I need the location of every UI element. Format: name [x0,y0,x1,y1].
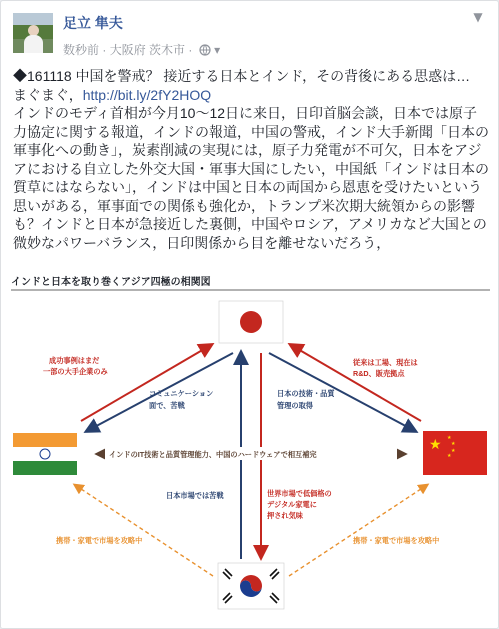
japan-flag [219,301,283,343]
diagram-title: インドと日本を取り巻くアジア四極の相関図 [11,277,211,288]
korea-flag [218,563,284,609]
post-line-2-prefix: まぐまぐ， [13,86,83,103]
post-text [13,67,491,252]
svg-text:★: ★ [451,441,456,447]
post-options-chevron-icon[interactable]: ▼ [473,10,483,24]
timestamp[interactable]: 数秒前 [63,43,100,57]
globe-icon[interactable] [199,44,211,59]
post-image[interactable] [1,271,499,629]
label-world-2: デジタル家電に [267,500,317,509]
india-flag [13,433,77,475]
post-body: インドのモディ首相が今月10～12日に来日，日印首脳会談，日本では原子力協定に関する報道，インドの報道，中国の警戒，インド大手新聞「日本の軍事化への動き」，炭素削減の実現には，原子力発電が不可欠，日本をアジアにおける自立した外交大国・軍事大国にしたい，中国紙「インドは日本の質草にはならない」，インドは中国と日本の両国から恩恵を受けたいという思いがある，軍事面での関係も強化か，トランプ米次期大統領からの影響も？インドと日本が急接近した裏側，中国やロシア，アメリカなど大国との微妙なパワーバランス，日印関係から目を離せないだろう， [13,105,489,251]
label-japan-market: 日本市場では苦戦 [166,491,224,500]
svg-text:★: ★ [447,435,452,441]
label-tech-2: 管理の取得 [277,401,313,410]
label-india-china: インドのIT技術と品質管理能力、中国のハードウェアで相互補完 [109,450,317,459]
label-korea-left: 携帯・家電で市場を攻略中 [56,536,143,545]
author-name[interactable]: 足立 隼夫 [63,15,123,31]
location-link[interactable]: 大阪府 茨木市 [109,43,186,57]
svg-text:★: ★ [447,453,452,459]
svg-text:★: ★ [429,437,442,453]
meta-separator: · [102,43,110,57]
avatar[interactable] [13,13,53,53]
post-link[interactable]: http://bit.ly/2fY2HOQ [82,86,212,103]
label-india-japan-2: 一部の大手企業のみ [43,367,108,376]
label-china-japan-2: R&D、販売拠点 [353,369,405,378]
label-tech-1: 日本の技術・品質 [277,389,335,398]
label-world-3: 押され気味 [267,511,303,520]
audience-chevron-icon[interactable]: ▾ [214,43,221,57]
post-line-1: ◆161118 中国を警戒？ 接近する日本とインド，その背後にある思惑は… [13,68,471,84]
meta-separator: · [188,43,196,57]
label-korea-right: 携帯・家電で市場を攻略中 [353,536,440,545]
arrow-korea-to-china [289,485,427,576]
svg-text:★: ★ [451,448,456,454]
post-meta [63,41,220,59]
label-china-japan-1: 従来は工場、現在は [353,358,418,367]
label-comm-2: 面で、苦戦 [149,401,185,410]
china-flag [423,431,487,475]
label-comm-1: コミュニケーション [149,389,214,398]
relationship-diagram [1,271,499,629]
label-india-japan-1: 成功事例はまだ [49,356,100,365]
label-world-1: 世界市場で低価格の [267,489,332,498]
post-line-2 [13,86,491,105]
arrow-india-to-japan [81,345,214,421]
